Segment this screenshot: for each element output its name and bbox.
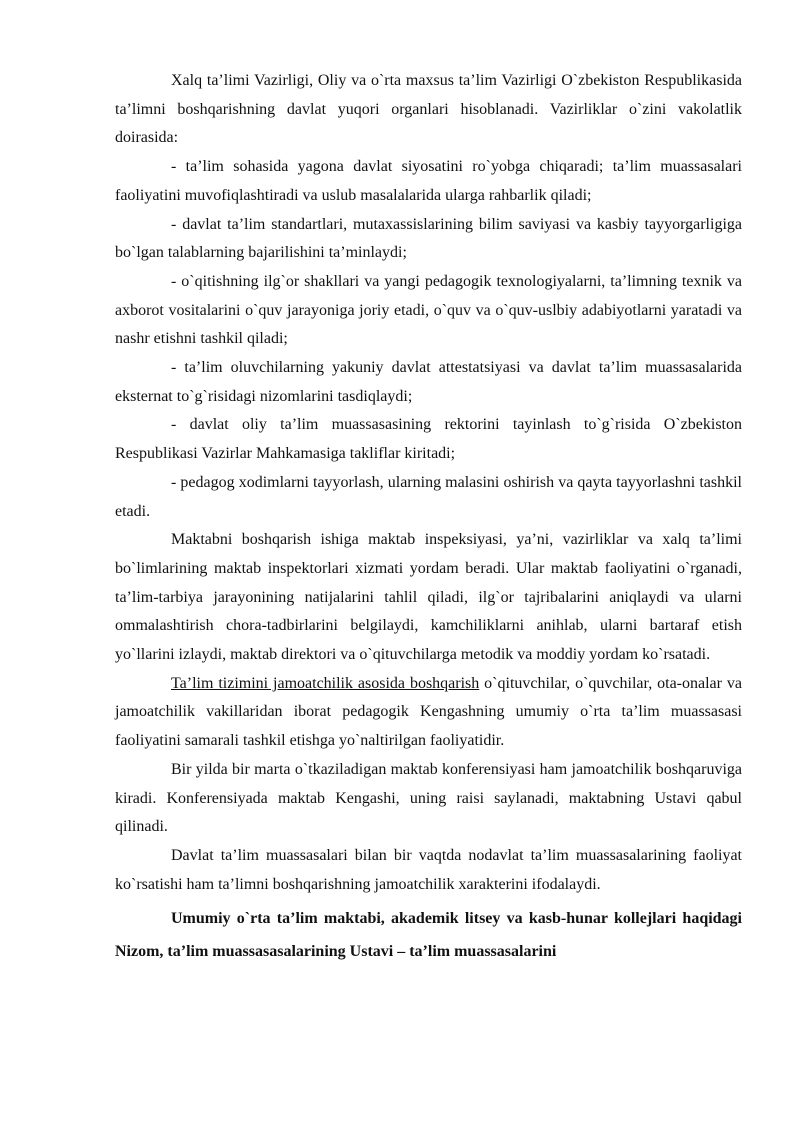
underlined-term: Ta’lim tizimini jamoatchilik asosida boshqarish [171, 674, 480, 692]
list-item-education-standards: - davlat ta’lim standartlari, mutaxassislarining bilim saviyasi va kasbiy tayyorgarligiga bo`lgan talablarning bajarilishini ta’minlaydi; [115, 215, 742, 262]
paragraph-school-inspection: Maktabni boshqarish ishiga maktab inspeksiyasi, ya’ni, vazirliklar va xalq ta’limi bo`limlarining maktab inspektorlari xizmati yordam beradi. Ular maktab faoliyatini o`rganadi, ta’lim-tarbiya jarayonining natijalarini tahlil qiladi, ilg`or tajribalarini aniqlaydi va ularni ommalashtirish chora-tadbirlarini belgilaydi, kamchiliklarni anihlab, ularni bartaraf etish yo`llarini izlaydi, maktab direktori va o`qituvchilarga metodik va moddiy yordam ko`rsatadi. [115, 531, 742, 664]
list-item-state-policy: - ta’lim sohasida yagona davlat siyosatini ro`yobga chiqaradi; ta’lim muassasalari faoliyatini muvofiqlashtiradi va uslub masalalarida ularga rahbarlik qiladi; [115, 158, 742, 204]
paragraph-regulations-bold: Umumiy o`rta ta’lim maktabi, akademik litsey va kasb-hunar kollejlari haqidagi Nizom, ta’lim muassasasalarining Ustavi – ta’lim muassasalarini [115, 910, 742, 961]
paragraph-ministries-intro: Xalq ta’limi Vazirligi, Oliy va o`rta maxsus ta’lim Vazirligi O`zbekiston Respublikasida ta’limni boshqarishning davlat yuqori organlari hisoblanadi. Vazirliklar o`zini vakolatlik doirasida: [115, 72, 742, 147]
paragraph-public-management [115, 670, 742, 756]
list-item-pedagogical-technologies: - o`qitishning ilg`or shakllari va yangi pedagogik texnologiyalarni, ta’limning texnik va axborot vositalarini o`quv jarayoniga joriy etadi, o`quv va o`quv-uslbiy adabiyotlarni yaratadi va nashr etishni tashkil qiladi; [115, 272, 742, 348]
list-item-rector-appointment: - davlat oliy ta’lim muassasasining rektorini tayinlash to`g`risida O`zbekiston Respublikasi Vazirlar Mahkamasiga takliflar kiritadi; [115, 416, 742, 463]
list-item-attestation: - ta’lim oluvchilarning yakuniy davlat attestatsiyasi va davlat ta’lim muassasalarida eksternat to`g`risidagi nizomlarini tasdiqlaydi; [115, 359, 742, 405]
paragraph-non-state-institutions: Davlat ta’lim muassasalari bilan bir vaqtda nodavlat ta’lim muassasalarining faoliyat ko`rsatishi ham ta’limni boshqarishning jamoatchilik xarakterini ifodalaydi. [115, 846, 742, 893]
document-page [115, 67, 742, 968]
paragraph-school-conference: Bir yilda bir marta o`tkaziladigan maktab konferensiyasi ham jamoatchilik boshqaruviga kiradi. Konferensiyada maktab Kengashi, uning raisi saylanadi, maktabning Ustavi qabul qilinadi. [115, 760, 742, 836]
list-item-staff-training: - pedagog xodimlarni tayyorlash, ularning malasini oshirish va qayta tayyorlashni tashkil etadi. [115, 473, 742, 520]
paragraph-public-management-rest: o`qituvchilar, o`quvchilar, ota-onalar va jamoatchilik vakillaridan iborat pedagogik Kengashning umumiy o`rta ta’lim muassasasi faoliyatini samarali tashkil etishga yo`naltirilgan faoliyatidir. [115, 674, 742, 750]
